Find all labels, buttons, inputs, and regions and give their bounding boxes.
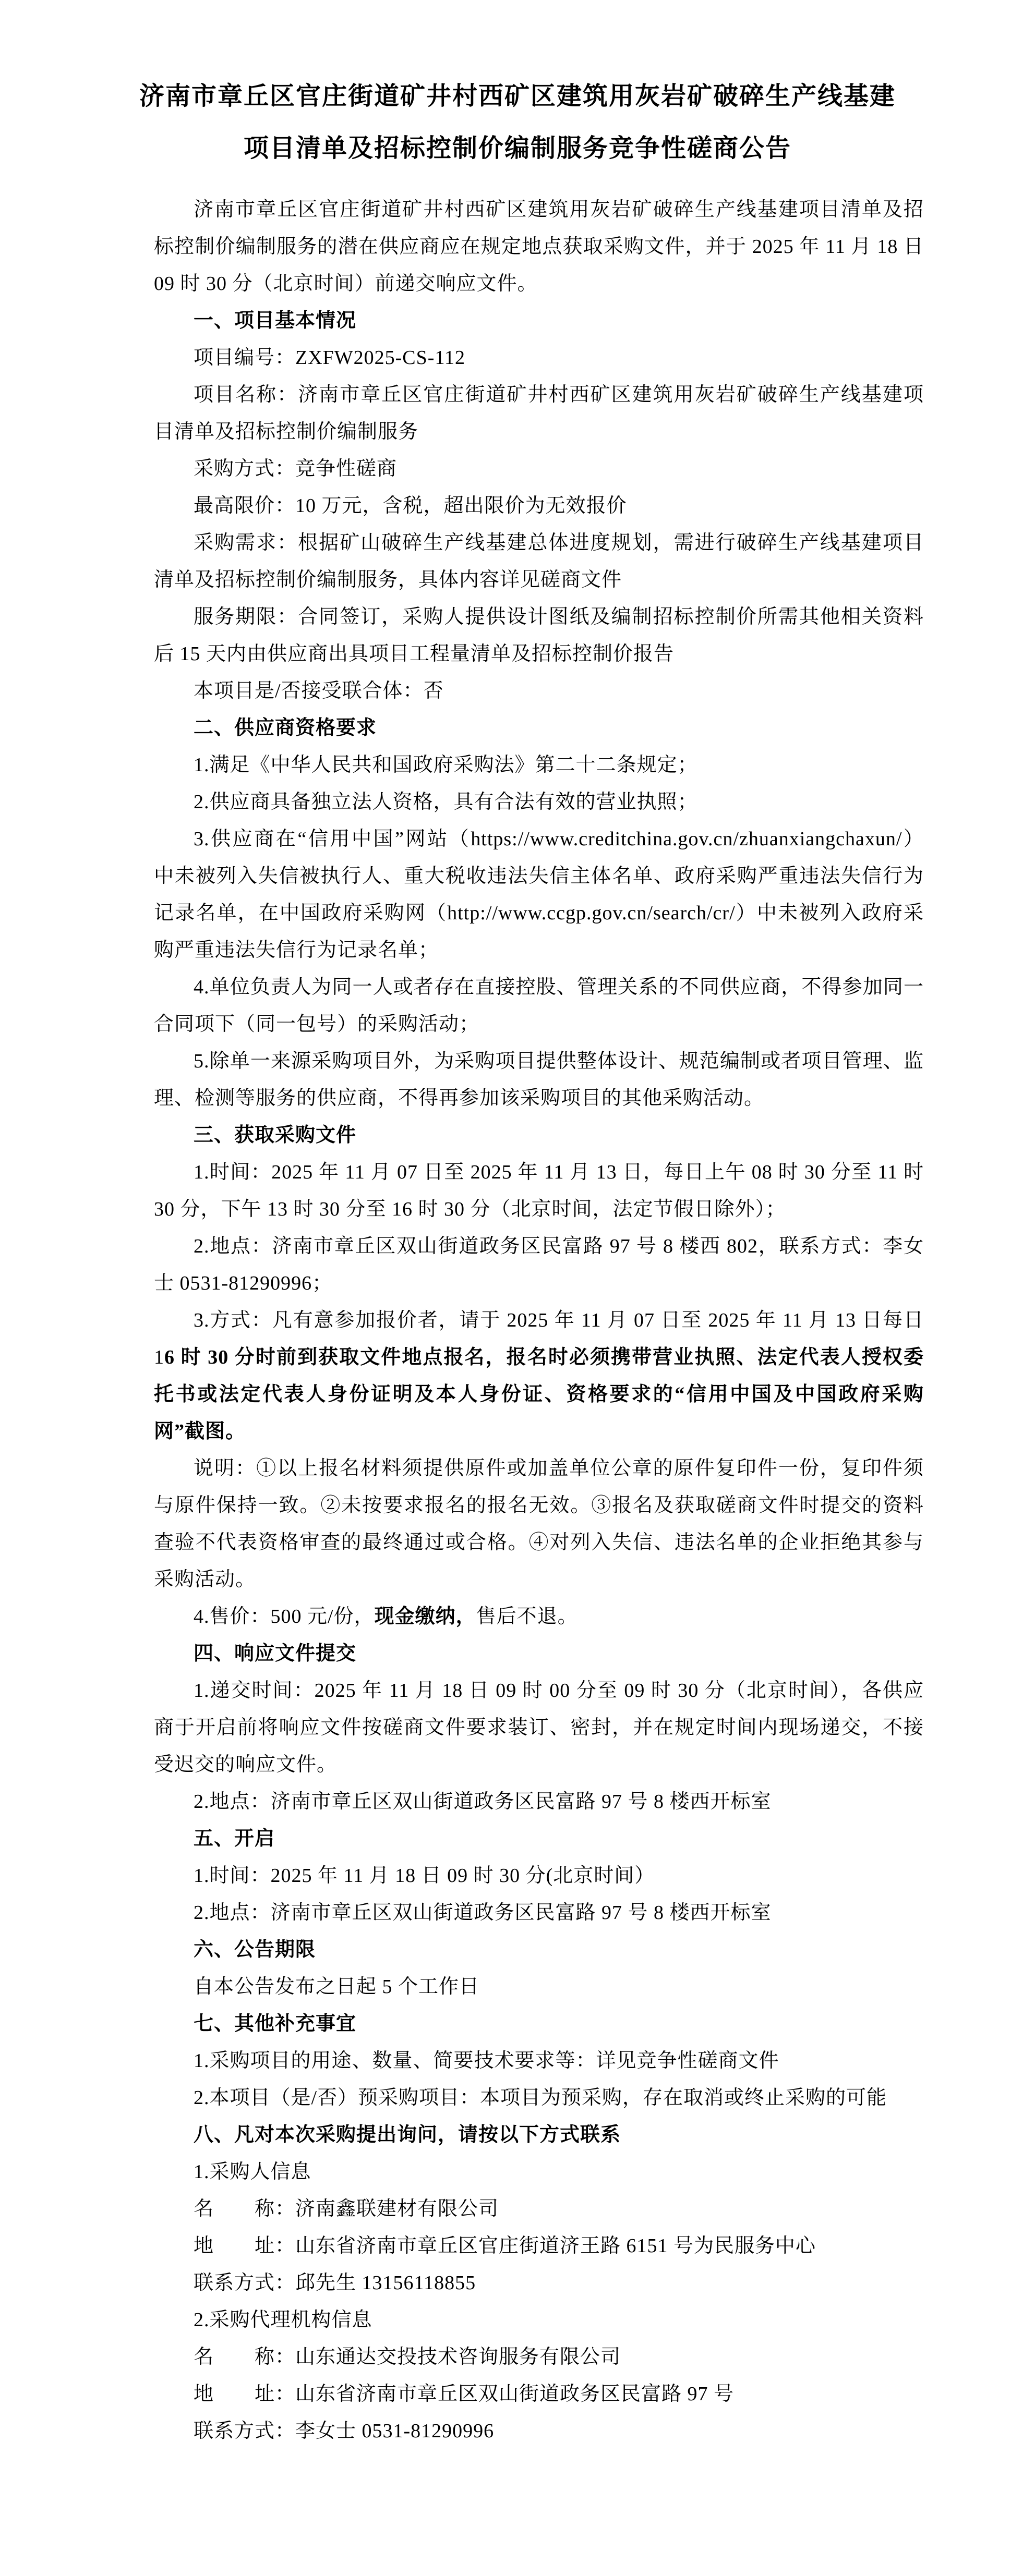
text-run-bold: 一、项目基本情况 [194, 310, 357, 332]
section-heading [154, 2006, 924, 2043]
text-run: 名 称：山东通达交投技术咨询服务有限公司 [194, 2346, 621, 2368]
text-run: 1.时间：2025 年 11 月 07 日至 2025 年 11 月 13 日，每日上午 08 时 30 分至 11 时 30 分，下午 13 时 30 分至 16 时 30 分（北京时间，法定节假日除外）； [154, 1161, 924, 1220]
text-run: 联系方式：李女士 0531-81290996 [194, 2420, 495, 2442]
text-run: 地 址：山东省济南市章丘区官庄街道济王路 6151 号为民服务中心 [194, 2235, 816, 2257]
text-run: 地 址：山东省济南市章丘区双山街道政务区民富路 97 号 [194, 2383, 735, 2405]
text-run-bold: 六、公告期限 [194, 1939, 316, 1961]
paragraph [154, 1043, 924, 1117]
text-run-bold: 四、响应文件提交 [194, 1643, 357, 1664]
section-heading [154, 302, 924, 339]
text-run: 1.满足《中华人民共和国政府采购法》第二十二条规定； [194, 754, 698, 776]
text-run: 本项目是/否接受联合体：否 [194, 680, 444, 702]
paragraph [154, 673, 924, 710]
text-run: 2.采购代理机构信息 [194, 2309, 372, 2331]
text-run: 说明：①以上报名材料须提供原件或加盖单位公章的原件复印件一份，复印件须与原件保持一致。②未按要求报名的报名无效。③报名及获取磋商文件时提交的资料查验不代表资格审查的最终通过或合格。④对列入失信、违法名单的企业拒绝其参与采购活动。 [154, 1457, 924, 1590]
paragraph [154, 339, 924, 376]
paragraph [154, 2080, 924, 2117]
text-run: 项目编号：ZXFW2025-CS-112 [194, 347, 466, 369]
section-heading [154, 2117, 924, 2154]
page-title-line-1: 济南市章丘区官庄街道矿井村西矿区建筑用灰岩矿破碎生产线基建 [139, 82, 896, 110]
section-heading [154, 1117, 924, 1154]
paragraph [154, 747, 924, 784]
paragraph [154, 2043, 924, 2080]
text-run: 采购需求：根据矿山破碎生产线基建总体进度规划，需进行破碎生产线基建项目清单及招标控制价编制服务，具体内容详见磋商文件 [154, 532, 924, 591]
paragraph [154, 2413, 924, 2450]
paragraph [154, 2302, 924, 2339]
text-run: 4.单位负责人为同一人或者存在直接控股、管理关系的不同供应商，不得参加同一合同项下（同一包号）的采购活动； [154, 976, 924, 1035]
section-heading [154, 710, 924, 747]
text-run: 自本公告发布之日起 5 个工作日 [194, 1976, 480, 1998]
text-run: 项目名称：济南市章丘区官庄街道矿井村西矿区建筑用灰岩矿破碎生产线基建项目清单及招标控制价编制服务 [154, 384, 924, 443]
paragraph [154, 525, 924, 599]
paragraph [154, 451, 924, 488]
paragraph [154, 2376, 924, 2413]
paragraph [154, 191, 924, 302]
paragraph [154, 2191, 924, 2228]
text-run: 济南市章丘区官庄街道矿井村西矿区建筑用灰岩矿破碎生产线基建项目清单及招标控制价编制服务的潜在供应商应在规定地点获取采购文件，并于 2025 年 11 月 18 日 09 时 30 分（北京时间）前递交响应文件。 [154, 199, 924, 295]
paragraph [154, 1672, 924, 1783]
paragraph [154, 821, 924, 969]
text-run: 服务期限：合同签订，采购人提供设计图纸及编制招标控制价所需其他相关资料后 15 天内由供应商出具项目工程量清单及招标控制价报告 [154, 606, 924, 665]
paragraph [154, 1857, 924, 1894]
paragraph [154, 376, 924, 451]
text-run: 3.方式：凡有意参加报价者，请于 2025 年 11 月 07 日至 2025 年 11 月 13 日每日 1 [154, 1309, 924, 1368]
section-heading [154, 1931, 924, 1969]
paragraph [154, 1969, 924, 2006]
text-run: 1.时间：2025 年 11 月 18 日 09 时 30 分(北京时间） [194, 1865, 655, 1887]
text-run: 1.采购人信息 [194, 2161, 311, 2183]
paragraph [154, 784, 924, 821]
text-run: 2.地点：济南市章丘区双山街道政务区民富路 97 号 8 楼西开标室 [194, 1902, 772, 1924]
paragraph [154, 2265, 924, 2302]
document-paragraphs [0, 191, 1035, 2450]
text-run: 名 称：济南鑫联建材有限公司 [194, 2198, 499, 2220]
text-run: 2.本项目（是/否）预采购项目：本项目为预采购，存在取消或终止采购的可能 [194, 2087, 887, 2109]
paragraph [154, 1598, 924, 1635]
paragraph [154, 1783, 924, 1820]
page-title-line-2: 项目清单及招标控制价编制服务竞争性磋商公告 [243, 135, 791, 162]
page-title [63, 70, 972, 175]
paragraph [154, 2228, 924, 2265]
text-run-bold: 二、供应商资格要求 [194, 717, 377, 739]
text-run: 4.售价：500 元/份， [194, 1606, 375, 1627]
text-run-bold: 现金缴纳， [374, 1606, 476, 1627]
text-run: 1.采购项目的用途、数量、简要技术要求等：详见竞争性磋商文件 [194, 2050, 779, 2072]
paragraph [154, 1154, 924, 1228]
section-heading [154, 1635, 924, 1672]
text-run-bold: 6 时 30 分时前到获取文件地点报名，报名时必须携带营业执照、法定代表人授权委托书或法定代表人身份证明及本人身份证、资格要求的“信用中国及中国政府采购网”截图。 [154, 1346, 924, 1442]
text-run: 1.递交时间：2025 年 11 月 18 日 09 时 00 分至 09 时 30 分（北京时间），各供应商于开启前将响应文件按磋商文件要求装订、密封，并在规定时间内现场递交，不接受迟交的响应文件。 [154, 1680, 924, 1776]
text-run-bold: 三、获取采购文件 [194, 1124, 357, 1146]
paragraph [154, 969, 924, 1043]
text-run: 采购方式：竞争性磋商 [194, 458, 398, 480]
paragraph [154, 1450, 924, 1598]
paragraph [154, 2154, 924, 2191]
text-run: 售后不退。 [476, 1606, 578, 1627]
paragraph [154, 1228, 924, 1302]
text-run: 5.除单一来源采购项目外，为采购项目提供整体设计、规范编制或者项目管理、监理、检测等服务的供应商，不得再参加该采购项目的其他采购活动。 [154, 1050, 924, 1109]
text-run-bold: 七、其他补充事宜 [194, 2013, 357, 2035]
section-heading [154, 1820, 924, 1857]
paragraph [154, 1894, 924, 1931]
text-run-bold: 五、开启 [194, 1828, 275, 1850]
paragraph [154, 2339, 924, 2376]
text-run: 联系方式：邱先生 13156118855 [194, 2272, 476, 2294]
paragraph [154, 488, 924, 525]
text-run-bold: 八、凡对本次采购提出询问，请按以下方式联系 [194, 2124, 621, 2146]
paragraph [154, 599, 924, 673]
text-run: 3.供应商在“信用中国”网站（https://www.creditchina.gov.cn/zhuanxiangchaxun/）中未被列入失信被执行人、重大税收违法失信主体名单、政府采购严重违法失信行为记录名单，在中国政府采购网（http://www.ccgp.gov.cn/search/cr/）中未被列入政府采购严重违法失信行为记录名单； [154, 828, 924, 961]
paragraph [154, 1302, 924, 1450]
text-run: 2.地点：济南市章丘区双山街道政务区民富路 97 号 8 楼西 802，联系方式：李女士 0531-81290996； [154, 1235, 924, 1294]
text-run: 最高限价：10 万元，含税，超出限价为无效报价 [194, 495, 627, 517]
text-run: 2.地点：济南市章丘区双山街道政务区民富路 97 号 8 楼西开标室 [194, 1791, 772, 1813]
text-run: 2.供应商具备独立法人资格，具有合法有效的营业执照； [194, 791, 698, 813]
